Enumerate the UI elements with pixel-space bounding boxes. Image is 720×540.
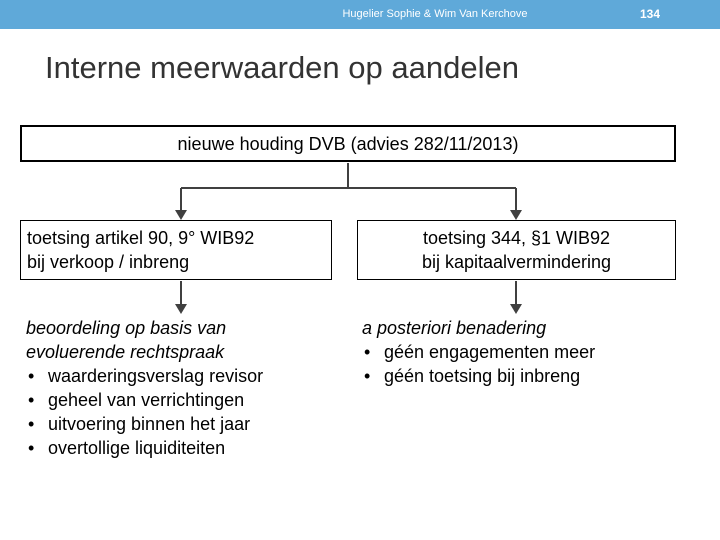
author-credit: Hugelier Sophie & Wim Van Kerchove: [342, 8, 528, 20]
arrow-right-lower-icon: [510, 304, 522, 314]
bullet-icon: •: [364, 366, 371, 386]
left-box: [20, 220, 332, 280]
arrow-right-icon: [510, 210, 522, 220]
list-item-text: géén engagementen meer: [384, 342, 596, 362]
list-item: [26, 364, 346, 388]
left-intro-line1: beoordeling op basis van: [26, 318, 227, 338]
list-item: [26, 388, 346, 412]
list-item-text: géén toetsing bij inbreng: [384, 366, 581, 386]
list-item: [26, 412, 346, 436]
left-bullet-list: [26, 364, 346, 460]
bullet-icon: •: [28, 366, 35, 386]
right-box: [357, 220, 676, 280]
list-item: [362, 340, 692, 364]
list-item: [362, 364, 692, 388]
page-number: 134: [639, 7, 661, 21]
top-box: nieuwe houding DVB (advies 282/11/2013): [20, 125, 676, 162]
list-item: [26, 436, 346, 460]
list-item-text: uitvoering binnen het jaar: [48, 414, 251, 434]
left-description: [26, 316, 346, 460]
left-intro-line2: evoluerende rechtspraak: [26, 342, 225, 362]
right-description: [362, 316, 692, 388]
right-box-line2: bij kapitaalvermindering: [421, 252, 612, 272]
bullet-icon: •: [364, 342, 371, 362]
list-item-text: overtollige liquiditeiten: [48, 438, 226, 458]
list-item-text: waarderingsverslag revisor: [48, 366, 264, 386]
list-item-text: geheel van verrichtingen: [48, 390, 245, 410]
slide-title: Interne meerwaarden op aandelen: [45, 50, 519, 85]
bullet-icon: •: [28, 438, 35, 458]
right-box-line1: toetsing 344, §1 WIB92: [422, 228, 611, 248]
right-intro: a posteriori benadering: [362, 318, 547, 338]
bullet-icon: •: [28, 414, 35, 434]
left-box-line2: bij verkoop / inbreng: [27, 252, 190, 272]
left-box-line1: toetsing artikel 90, 9° WIB92: [27, 228, 255, 248]
right-bullet-list: [362, 340, 692, 388]
bullet-icon: •: [28, 390, 35, 410]
arrow-left-icon: [175, 210, 187, 220]
arrow-left-lower-icon: [175, 304, 187, 314]
